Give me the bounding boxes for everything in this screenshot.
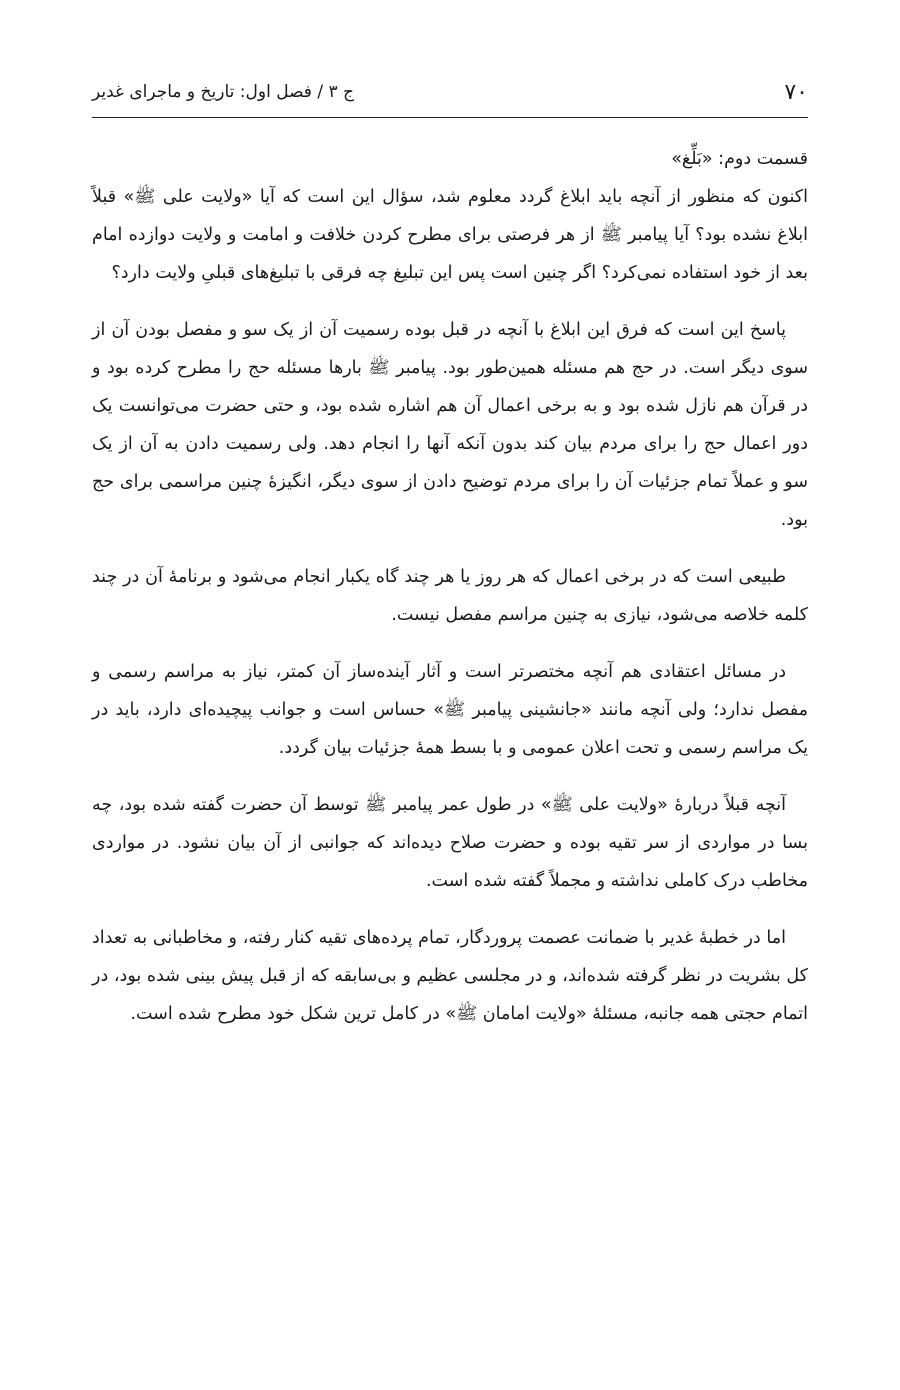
paragraph: آنچه قبلاً دربارهٔ «ولایت علی ﷺ» در طول عمر پیامبر ﷺ توسط آن حضرت گفته شده بود، چه بسا در مواردی از سر تقیه بوده و حضرت صلاح دیده‌اند که جوانبی از آن بیان نشود. در مواردی مخاطب درک کاملی نداشته و مجملاً گفته شده است. <box>92 795 808 891</box>
header-divider <box>92 117 808 118</box>
page-header <box>92 72 808 112</box>
section-heading: قسمت دوم: «بَلِّغ» <box>671 149 808 169</box>
paragraph: طبیعی است که در برخی اعمال که هر روز یا هر چند گاه یکبار انجام می‌شود و برنامهٔ آن در چند کلمه خلاصه می‌شود، نیازی به چنین مراسم مفصل نیست. <box>92 567 808 625</box>
paragraph: پاسخ این است که فرق این ابلاغ با آنچه در قبل بوده رسمیت آن از یک سو و مفصل بودن آن از سوی دیگر است. در حج هم مسئله همین‌طور بود. پیامبر ﷺ بارها مسئله حج را مطرح کرده بود و در قرآن هم نازل شده بود و به برخی اعمال آن هم اشاره شده بود، و حتی حضرت می‌توانست یک دور اعمال حج را برای مردم بیان کند بدون آنکه آنها را انجام دهد. ولی رسمیت دادن به آن از یک سو و عملاً تمام جزئیات آن را برای مردم توضیح دادن از سوی دیگر، انگیزهٔ چنین مراسمی برای حج بود. <box>92 320 808 530</box>
paragraph: اما در خطبهٔ غدیر با ضمانت عصمت پروردگار، تمام پرده‌های تقیه کنار رفته، و مخاطبانی به تعداد کل بشریت در نظر گرفته شده‌اند، و در مجلسی عظیم و بی‌سابقه که از قبل پیش بینی شده بود، در اتمام حجتی همه جانبه، مسئلهٔ «ولایت امامان ﷺ» در کامل ترین شکل خود مطرح شده است. <box>92 928 808 1024</box>
paragraph: اکنون که منظور از آنچه باید ابلاغ گردد معلوم شد، سؤال این است که آیا «ولایت علی ﷺ» قبلاً ابلاغ نشده بود؟ آیا پیامبر ﷺ از هر فرصتی برای مطرح کردن خلافت و امامت و ولایت دوازده امام بعد از خود استفاده نمی‌کرد؟ اگر چنین است پس این تبلیغ چه فرقی با تبلیغ‌های قبلیِ ولایت دارد؟ <box>92 187 808 283</box>
page-number: ۷۰ <box>784 79 808 105</box>
running-title: ج ۳ / فصل اول: تاریخ و ماجرای غدیر <box>92 82 355 102</box>
page-body <box>92 140 808 1052</box>
paragraph: در مسائل اعتقادی هم آنچه مختصرتر است و آثار آینده‌ساز آن کمتر، نیاز به مراسم رسمی و مفصل ندارد؛ ولی آنچه مانند «جانشینی پیامبر ﷺ» حساس است و جوانب پیچیده‌ای دارد، باید در یک مراسم رسمی و تحت اعلان عمومی و با بسط همهٔ جزئیات بیان گردد. <box>92 662 808 758</box>
